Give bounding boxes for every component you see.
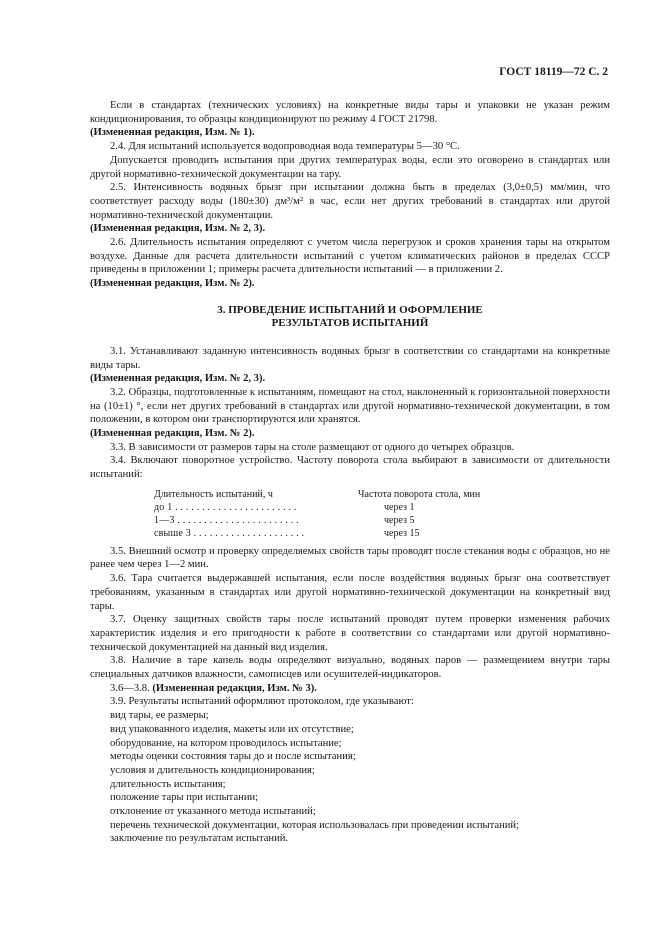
paragraph-3-8: 3.8. Наличие в таре капель воды определяют визуально, водяных паров — размещением внутри тары специальных датчиков влажности, самописцев или осушителей-индикаторов.: [90, 655, 610, 681]
amendment-note: (Измененная редакция, Изм. № 1).: [90, 127, 255, 139]
section-title-line1: 3. ПРОВЕДЕНИЕ ИСПЫТАНИЙ И ОФОРМЛЕНИЕ: [217, 303, 483, 316]
paragraph-3-6: 3.6. Тара считается выдержавшей испытания, если после воздействия водяных брызг она соответствует требованиям, указанным в стандартах или другой нормативно-технической документации на конкретный вид тары.: [90, 573, 610, 612]
duration-cell: свыше 3: [154, 528, 191, 540]
list-item: методы оценки состояния тары до и после испытания;: [110, 751, 356, 763]
duration-cell: до 1: [154, 502, 173, 514]
paragraph-conditioning: Если в стандартах (технических условиях) на конкретные виды тары и упаковки не указан режим кондиционирования, то образцы кондиционируют по режиму 4 ГОСТ 21798.: [90, 100, 610, 125]
paragraph-2-4-note: Допускается проводить испытания при других температурах воды, если это оговорено в стандартах или другой нормативно-технической документации на тару.: [90, 154, 610, 180]
list-item: положение тары при испытании;: [110, 792, 259, 804]
leader-dots: . . . . . . . . . . . . . . . . . . . . . . .: [174, 515, 299, 527]
section-title-line2: РЕЗУЛЬТАТОВ ИСПЫТАНИЙ: [271, 317, 429, 330]
column-header-duration: Длительность испытаний, ч: [154, 488, 273, 500]
protocol-items-list: [90, 709, 610, 846]
list-item: оборудование, на котором проводилось испытание;: [110, 737, 342, 749]
paragraph-2-6: 2.6. Длительность испытания определяют с учетом числа перегрузок и сроков хранения тары на открытом воздухе. Данные для расчета длительности испытаний с учетом климатических районов в пределах СССР приведены в приложении 1; примеры расчета длительности испытаний — в приложении 2.: [90, 237, 610, 276]
frequency-cell: через 1: [384, 502, 415, 514]
amendment-text: (Измененная редакция, Изм. № 3).: [152, 682, 317, 694]
table-header: [154, 488, 514, 501]
column-header-frequency: Частота поворота стола, мин: [358, 488, 481, 500]
section-title: [90, 304, 610, 331]
paragraph-3-2: 3.2. Образцы, подготовленные к испытаниям, помещают на стол, наклоненный к горизонтальной поверхности на (10±1) °, если нет других требований в стандартах или другой нормативно-технической документации, в том положении, в котором они транспортируются или хранятся.: [90, 386, 610, 426]
list-item: вид тары, ее размеры;: [110, 710, 209, 722]
amendment-note: (Измененная редакция, Изм. № 2, 3).: [90, 373, 266, 385]
paragraph-3-4: 3.4. Включают поворотное устройство. Частоту поворота стола выбирают в зависимости от длительности испытаний:: [90, 455, 610, 481]
table-row: [154, 501, 514, 514]
list-item: заключение по результатам испытаний.: [110, 833, 289, 845]
table-row: [154, 514, 514, 527]
list-item: отклонение от указанного метода испытаний;: [110, 806, 316, 818]
paragraph-3-7: 3.7. Оценку защитных свойств тары после испытаний проводят путем проверки изменения рабочих характеристик изделия и его пригодности к работе в соответствии со стандартами или другой нормативно-технической документацией на данный вид изделия.: [90, 614, 610, 653]
amendment-note: (Измененная редакция, Изм. № 2).: [90, 428, 255, 440]
table-row: [154, 527, 514, 540]
document-body: [90, 99, 610, 846]
leader-dots: . . . . . . . . . . . . . . . . . . . . .: [190, 528, 305, 540]
paragraph-3-1: 3.1. Устанавливают заданную интенсивность водяных брызг в соответствии со стандартами на конкретные виды тары.: [90, 345, 610, 371]
list-item: длительность испытания;: [110, 778, 226, 790]
frequency-cell: через 5: [384, 515, 415, 527]
amendment-note: (Измененная редакция, Изм. № 2, 3).: [90, 223, 266, 235]
frequency-cell: через 15: [384, 528, 420, 540]
rotation-frequency-table: [154, 488, 514, 541]
leader-dots: . . . . . . . . . . . . . . . . . . . . . . .: [172, 502, 297, 514]
amendment-range: 3.6—3.8.: [110, 682, 153, 694]
paragraph-2-5: 2.5. Интенсивность водяных брызг при испытании должна быть в пределах (3,0±0,5) мм/мин, что соответствует расходу воды (180±30) дм³/м² в час, если нет других требований в стандартах или другой нормативно-технической документации.: [90, 182, 610, 221]
duration-cell: 1—3: [154, 515, 175, 527]
paragraph-2-4: 2.4. Для испытаний используется водопроводная вода температуры 5—30 °С.: [110, 141, 460, 153]
paragraph-3-9: 3.9. Результаты испытаний оформляют протоколом, где указывают:: [110, 696, 414, 708]
page-header: ГОСТ 18119—72 С. 2: [499, 66, 608, 78]
list-item: условия и длительность кондиционирования;: [110, 764, 315, 776]
amendment-note: (Измененная редакция, Изм. № 2).: [90, 278, 255, 290]
list-item: вид упакованного изделия, макеты или их отсутствие;: [110, 723, 354, 735]
paragraph-3-3: 3.3. В зависимости от размеров тары на столе размещают от одного до четырех образцов.: [110, 441, 515, 453]
list-item: перечень технической документации, которая использовалась при проведении испытаний;: [110, 819, 520, 831]
amendment-note-3-6-3-8: [90, 682, 610, 696]
paragraph-3-5: 3.5. Внешний осмотр и проверку определяемых свойств тары проводят после стекания воды с образцов, но не ранее чем через 1—2 мин.: [90, 545, 610, 571]
